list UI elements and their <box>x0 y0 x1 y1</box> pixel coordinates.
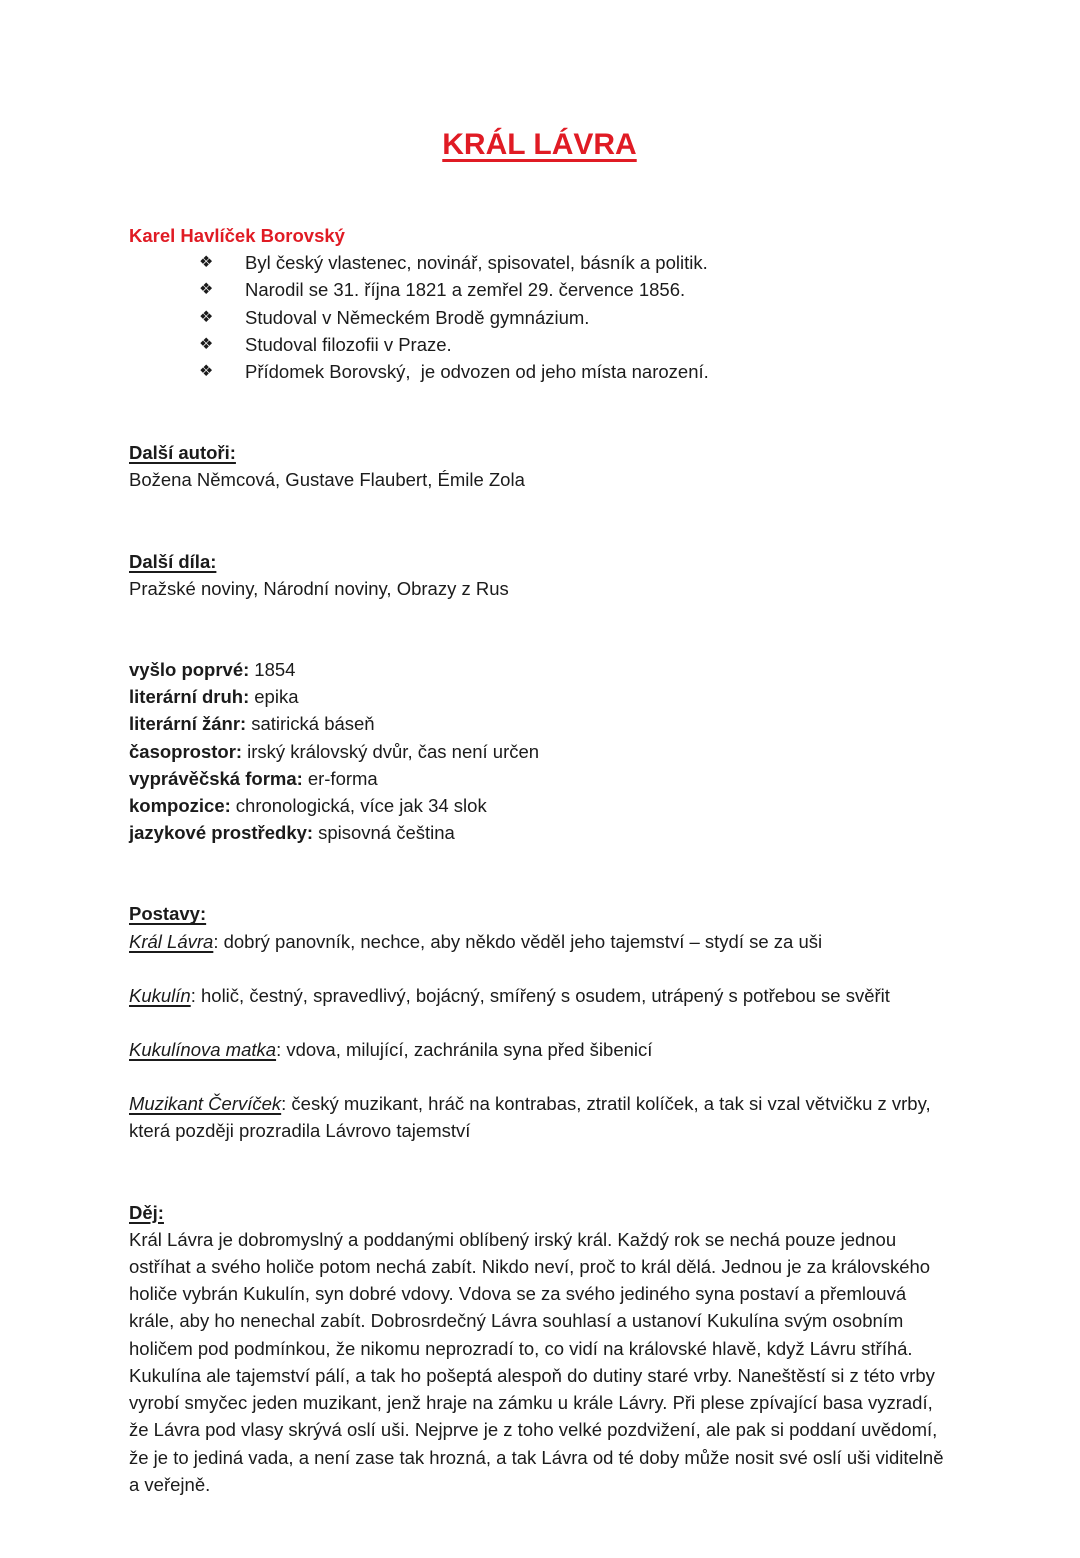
metadata-row <box>129 765 950 792</box>
spacer <box>129 412 950 439</box>
metadata-value: chronologická, více jak 34 slok <box>235 795 487 817</box>
other-works-text: Pražské noviny, Národní noviny, Obrazy z Rus <box>129 577 509 599</box>
metadata-label: časoprostor: <box>129 740 243 762</box>
other-authors-section <box>129 412 950 493</box>
character-description: : český muzikant, hráč na kontrabas, ztratil kolíček, a tak si vzal větvičku z vrby, která později prozradila Lávrovo tajemství <box>129 1093 931 1142</box>
metadata-row <box>129 656 950 683</box>
metadata-label: literární žánr: <box>129 713 247 735</box>
character-entry <box>129 928 950 955</box>
plot-section <box>129 1172 950 1498</box>
character-description: : dobrý panovník, nechce, aby někdo věděl jeho tajemství – stydí se za uši <box>213 930 823 952</box>
character-name: Kukulínova matka <box>129 1039 277 1061</box>
diamond-bullet-icon: ❖ <box>199 308 214 326</box>
metadata-label: kompozice: <box>129 795 231 817</box>
metadata-label: jazykové prostředky: <box>129 822 314 844</box>
character-description: : vdova, milující, zachránila syna před šibenicí <box>276 1039 653 1061</box>
diamond-bullet-icon: ❖ <box>199 254 214 272</box>
diamond-bullet-icon: ❖ <box>199 363 214 381</box>
metadata-row <box>129 792 950 819</box>
character-entry <box>129 1036 950 1063</box>
author-section <box>129 222 950 385</box>
plot-text: Král Lávra je dobromyslný a poddanými oblíbený irský král. Každý rok se nechá pouze jednou ostříhat a svého holiče potom nechá zabít. Nikdo neví, proč to král dělá. Jednou je za královského holiče vybrán Kukulín, syn dobré vdovy. Vdova se za svého jediného syna postaví a přemlouvá krále, aby ho nenechal zabít. Dobrosrdečný Lávra souhlasí a ustanoví Kukulína svým osobním holičem pod podmínkou, že nikomu neprozradí to, co vidí na královské hlavě, když Lávru stříhá. Kukulína ale tajemství pálí, a tak ho pošeptá alespoň do dutiny staré vrby. Naneštěstí si z této vrby vyrobí smyčec jeden muzikant, jenž hraje na zámku u krále Lávry. Při plese zpívající basa vyzradí, že Lávra pod vlasy skrývá oslí uši. Nejprve je z toho velké pozdvižení, ale pak si poddaní uvědomí, že je to jediná vada, a není zase tak hrozná, a tak Lávra od té doby může nosit své oslí uši viditelně a veřejně. <box>129 1228 944 1495</box>
list-item-text: Přídomek Borovský, je odvozen od jeho místa narození. <box>245 361 709 383</box>
other-works-section <box>129 521 950 602</box>
metadata-value: irský královský dvůr, čas není určen <box>247 740 540 762</box>
metadata-section <box>129 629 950 846</box>
author-name-heading: Karel Havlíček Borovský <box>129 225 345 246</box>
metadata-value: epika <box>254 686 299 708</box>
list-item <box>129 249 950 276</box>
character-name: Muzikant Červíček <box>129 1093 282 1115</box>
metadata-label: vyprávěčská forma: <box>129 767 303 789</box>
page-title-text: KRÁL LÁVRA <box>442 128 637 161</box>
other-works-heading: Další díla: <box>129 550 217 572</box>
list-item <box>129 331 950 358</box>
plot-heading: Děj: <box>129 1201 164 1223</box>
metadata-value: 1854 <box>254 659 296 681</box>
character-name: Král Lávra <box>129 930 214 952</box>
spacer <box>129 873 950 900</box>
metadata-value: er-forma <box>307 767 378 789</box>
metadata-label: vyšlo poprvé: <box>129 659 250 681</box>
character-name: Kukulín <box>129 984 191 1006</box>
metadata-label: literární druh: <box>129 686 250 708</box>
list-item-text: Studoval v Německém Brodě gymnázium. <box>245 306 590 328</box>
characters-heading: Postavy: <box>129 903 207 925</box>
diamond-bullet-icon: ❖ <box>199 281 214 299</box>
characters-section <box>129 873 950 1144</box>
page-title <box>129 128 950 162</box>
other-authors-text: Božena Němcová, Gustave Flaubert, Émile Zola <box>129 469 525 491</box>
metadata-row <box>129 819 950 846</box>
character-description: : holič, čestný, spravedlivý, bojácný, smířený s osudem, utrápený s potřebou se svěřit <box>190 984 890 1006</box>
spacer <box>129 1172 950 1199</box>
spacer <box>129 629 950 656</box>
list-item-text: Studoval filozofii v Praze. <box>245 333 452 355</box>
metadata-value: spisovná čeština <box>318 822 455 844</box>
metadata-row <box>129 738 950 765</box>
character-entry <box>129 1090 950 1144</box>
author-facts-list <box>129 249 950 385</box>
metadata-row <box>129 683 950 710</box>
list-item <box>129 304 950 331</box>
metadata-row <box>129 710 950 737</box>
list-item-text: Narodil se 31. října 1821 a zemřel 29. července 1856. <box>245 279 686 301</box>
list-item <box>129 358 950 385</box>
diamond-bullet-icon: ❖ <box>199 335 214 353</box>
character-entry <box>129 982 950 1009</box>
list-item-text: Byl český vlastenec, novinář, spisovatel, básník a politik. <box>245 252 708 274</box>
other-authors-heading: Další autoři: <box>129 442 236 464</box>
metadata-value: satirická báseň <box>251 713 375 735</box>
spacer <box>129 521 950 548</box>
list-item <box>129 276 950 303</box>
